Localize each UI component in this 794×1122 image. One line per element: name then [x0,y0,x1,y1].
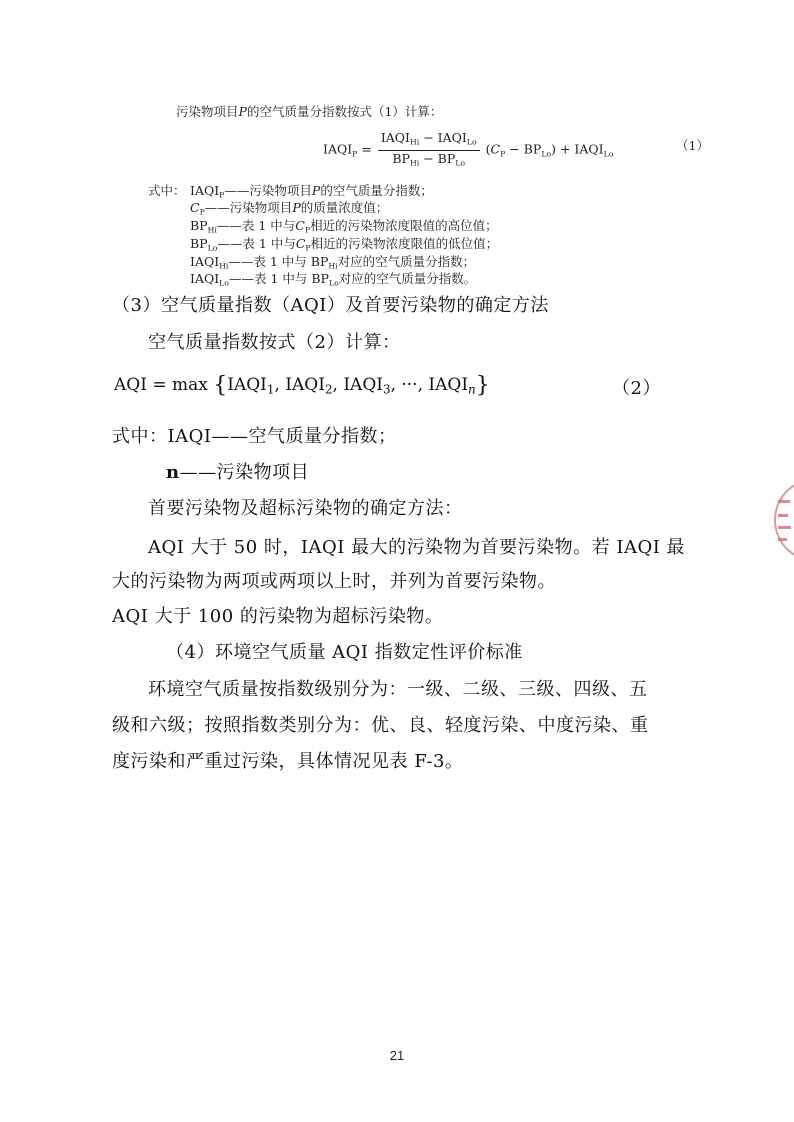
def-text: ——污染物项目 [224,183,312,198]
def-sub: Hi [207,225,217,235]
num-a: IAQI [380,130,410,145]
formula1-intro [176,104,442,120]
seal-mark [778,526,791,529]
den-b-sub: Lo [455,158,466,168]
formula1-intro-text: 污染物项目 [176,104,239,119]
def-sub: Lo [219,278,229,288]
para-grading-l2: 级和六级；按照指数类别分为：优、良、轻度污染、中度污染、重 [112,715,649,736]
def-sub: P [199,207,205,217]
num-b: IAQI [437,130,467,145]
den-minus: − [419,150,438,166]
def-text: ——表 1 中与 [217,236,296,251]
para-exceed-rule: AQI 大于 100 的污染物为超标污染物。 [112,606,444,627]
den-b: BP [437,150,456,166]
para-primary-method: 首要污染物及超标污染物的确定方法： [148,498,463,519]
formula1-mid-sub: Lo [541,149,552,159]
def-var-sub: P [304,225,311,235]
def-text2: 对应的空气质量分指数； [337,254,476,269]
formula2-open-brace: { [213,373,228,398]
formula2-sub: n [468,382,476,397]
seal-mark [778,500,790,503]
formula1-denominator [389,151,468,171]
def-sub: Hi [219,261,229,271]
def-sym: C [190,200,200,215]
num-b-sub: Lo [466,137,477,147]
formula1-number: （1） [676,138,709,153]
page-number: 21 [389,1048,405,1063]
defs2-n-desc: ——污染物项目 [179,462,310,483]
formula1-intro-var: P [238,104,247,119]
num-minus: − [419,130,438,145]
formula1-intro-tail: 的空气质量分指数按式（1）计算： [246,104,443,119]
defs1-item [190,271,476,292]
def-var: P [311,183,321,198]
def-text2: 对应的空气质量分指数。 [338,271,477,286]
def-sym: BP [190,236,208,251]
seal-mark [778,514,788,517]
formula1-tail-sub: Lo [603,149,614,159]
def-text2: 的空气质量分指数； [320,183,433,198]
defs2-n: n [166,462,180,483]
formula2-sub: 1 [266,382,275,397]
def-text: ——污染物项目 [204,200,293,215]
formula2 [114,373,490,402]
formula1-cp: C [490,141,501,157]
def-text: ——表 1 中与 BP [228,254,329,269]
formula1-mid: − BP [505,141,542,157]
formula2-intro: 空气质量指数按式（2）计算： [148,332,401,353]
formula2-close-brace: } [475,373,490,398]
formula1-paren: ( [485,141,491,157]
seal-stamp-fragment [772,478,794,563]
para-grading-l3: 度污染和严重过污染，具体情况见表 F-3。 [112,751,464,772]
formula2-lhs: AQI = max [114,375,208,395]
den-a: BP [392,150,410,166]
formula2-term: IAQI [343,375,383,395]
defs2-line1: 式中：IAQI——空气质量分指数； [112,426,397,447]
den-a-sub: Hi [409,158,420,168]
def-sub: P [219,190,225,200]
def-text: ——表 1 中与 [216,218,296,233]
formula1 [323,130,613,170]
formula2-sub: 3 [382,382,391,397]
formula2-sep: , ···, [390,375,429,395]
def-text2: 相近的污染物浓度限值的低位值； [310,236,499,251]
defs1-prefix: 式中： [148,183,186,198]
formula1-numerator [378,130,480,151]
def-var-sub: P [305,243,311,253]
formula1-equals: = [361,141,376,157]
def-var-sub: Hi [328,261,338,271]
formula1-fraction [378,130,480,170]
def-var: P [292,200,301,215]
formula1-cp-sub: P [500,149,506,159]
num-a-sub: Hi [409,137,420,147]
seal-mark [778,538,787,541]
para-grading-l1: 环境空气质量按指数级别分为：一级、二级、三级、四级、五 [148,679,648,700]
def-var-sub: Lo [328,278,339,288]
para-primary-rule-l2: 大的污染物为两项或两项以上时，并列为首要污染物。 [112,571,556,592]
def-var: C [295,236,306,251]
defs2-line2 [166,461,309,485]
def-sym: IAQI [190,271,220,286]
formula1-lhs-sub: P [352,149,358,159]
para-primary-rule-l1: AQI 大于 50 时，IAQI 最大的污染物为首要污染物。若 IAQI 最 [148,537,686,558]
def-sym: IAQI [190,254,220,269]
heading-4: （4）环境空气质量 AQI 指数定性评价标准 [166,642,523,663]
formula2-term: IAQI [428,375,469,395]
formula2-number: （2） [612,378,661,399]
formula2-term: IAQI [285,375,325,395]
heading-3: （3）空气质量指数（AQI）及首要污染物的确定方法 [112,295,549,316]
seal-ring [774,478,794,562]
def-text: ——表 1 中与 BP [228,271,329,286]
def-var: C [295,218,305,233]
formula1-lhs: IAQI [323,141,353,157]
formula2-term: IAQI [227,375,267,395]
def-text2: 相近的污染物浓度限值的高位值； [310,218,498,233]
def-sym: IAQI [190,183,220,198]
formula1-tail: ) + IAQI [551,141,604,157]
formula2-sub: 2 [324,382,333,397]
formula2-sep: , [332,375,344,395]
def-text2: 的质量浓度值； [300,200,389,215]
def-sub: Lo [207,243,218,253]
def-sym: BP [190,218,208,233]
formula2-sep: , [274,375,286,395]
